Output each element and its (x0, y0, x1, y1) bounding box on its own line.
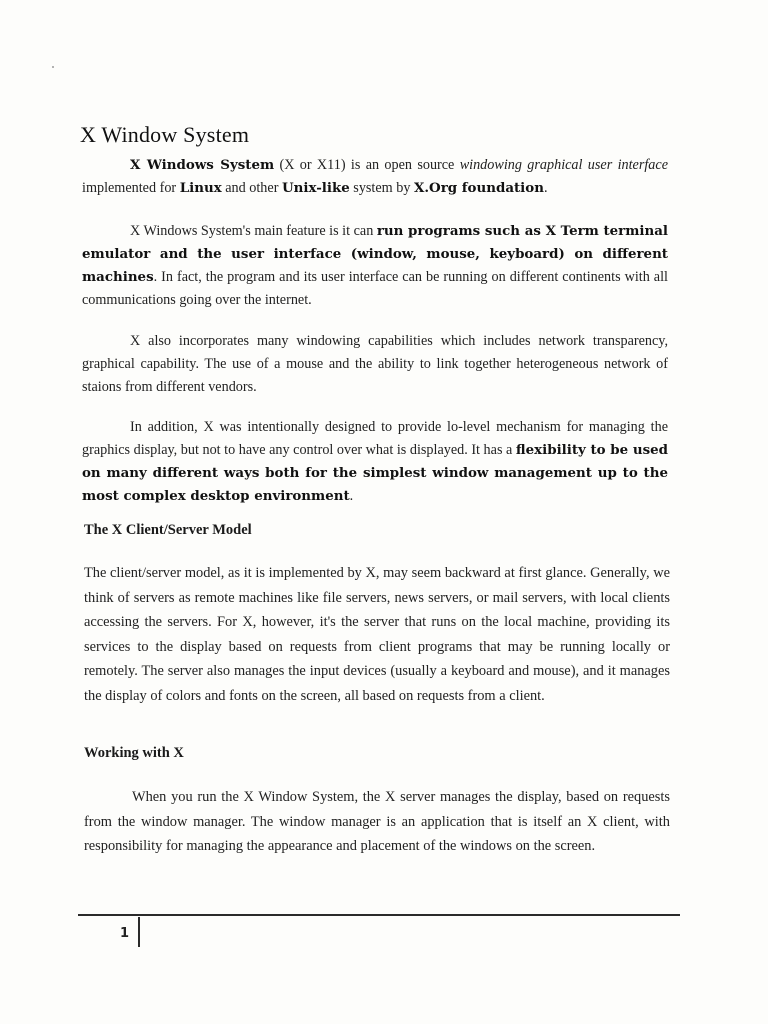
bold-xorg: X.Org foundation (414, 180, 544, 196)
bold-phrase: flexibility to be used on many different ways both for the simplest window management up to the most complex desktop environment (82, 442, 668, 504)
text-span: implemented for (82, 180, 180, 196)
paragraph-client-server: The client/server model, as it is implemented by X, may seem backward at first glance. Generally, we think of servers as remote machines like file servers, news servers, or mail servers, with local clients accessing the servers. For X, however, it's the server that runs on the local machine, providing its services to the display based on requests from client programs that may be running locally or remotely. The server also manages the input devices (usually a keyboard and mouse), and it manages the display of colors and fonts on the screen, all based on requests from a client. (84, 565, 670, 704)
section-heading-client-server: The X Client/Server Model (84, 522, 252, 538)
scan-speck (52, 66, 54, 68)
section-heading-working: Working with X (84, 745, 184, 761)
paragraph-intro (82, 154, 668, 200)
text-span: (X or X11) is an open source (274, 157, 460, 173)
text-span: and other (221, 180, 282, 196)
bold-name: X Windows System (130, 157, 275, 173)
bold-phrase: run programs such as X Term terminal emulator and the user interface (window, mouse, keyboard) on different machines (82, 223, 668, 285)
italic-phrase: windowing graphical user interface (459, 157, 668, 173)
text-span: system by (349, 180, 414, 196)
text-span: . (543, 180, 548, 196)
text-span: . (349, 488, 354, 504)
paragraph-capabilities: X also incorporates many windowing capabilities which includes network transparency, graphical capability. The use of a mouse and the ability to link together heterogeneous network of staions from different vendors. (82, 333, 668, 395)
bold-unix: Unix-like (281, 180, 350, 196)
footer-rule (78, 914, 680, 916)
page-number: 1 (120, 926, 130, 941)
paragraph-design (82, 416, 668, 508)
text-span: X Windows System's main feature is it can (130, 223, 377, 239)
bold-linux: Linux (179, 180, 222, 196)
text-span: . In fact, the program and its user interface can be running on different continents with all communications going over the internet. (82, 269, 668, 308)
paragraph-feature (82, 220, 668, 312)
footer-divider (138, 917, 140, 947)
text-span: In addition, X was intentionally designed to provide lo-level mechanism for managing the graphics display, but not to have any control over what is displayed. It has a (82, 419, 668, 458)
paragraph-working: When you run the X Window System, the X server manages the display, based on requests from the window manager. The window manager is an application that is itself an X client, with responsibility for managing the appearance and placement of the windows on the screen. (84, 789, 670, 855)
page-title: X Window System (80, 122, 250, 147)
